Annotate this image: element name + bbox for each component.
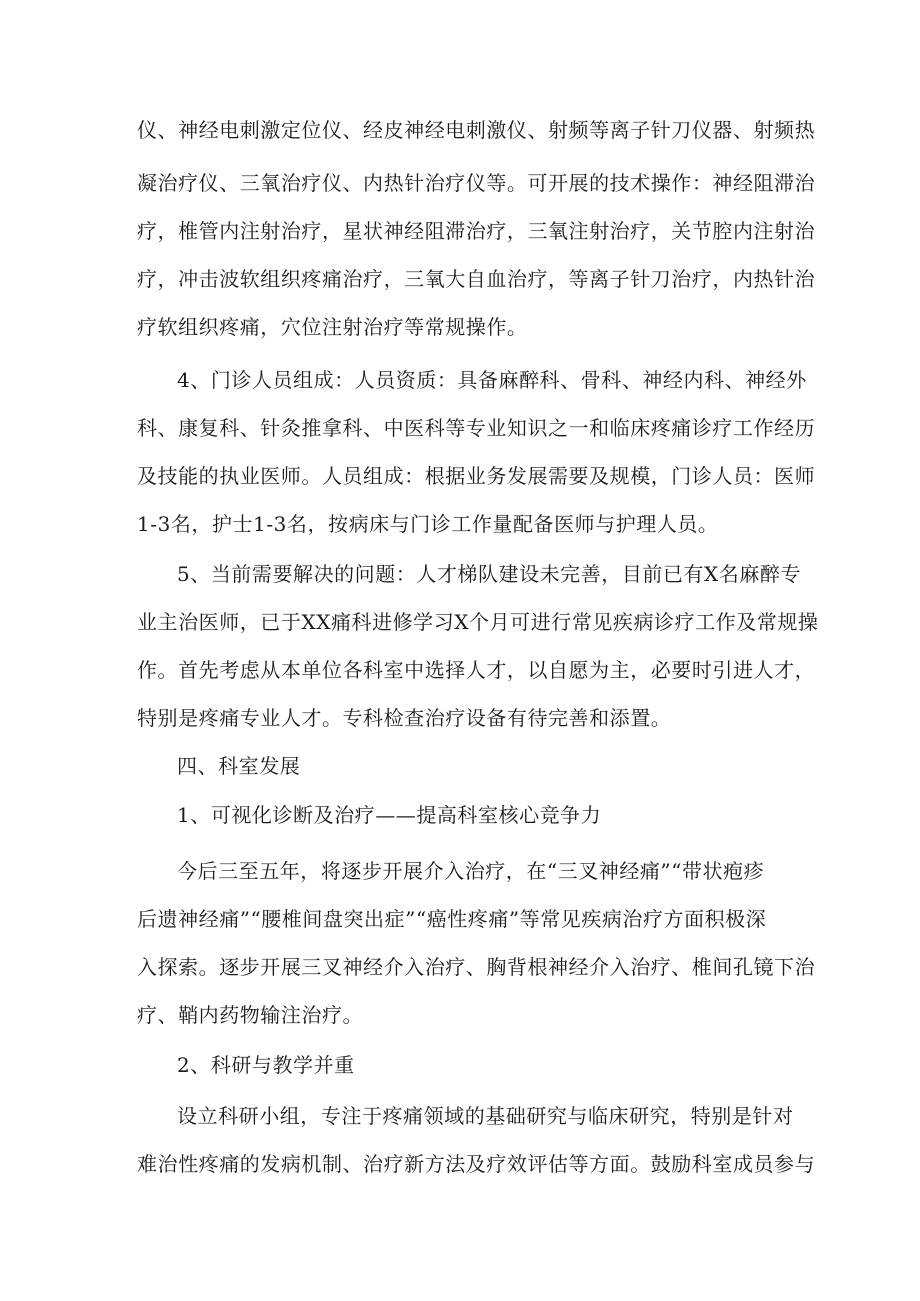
equipment-line-3: 疗，椎管内注射治疗，星状神经阻滞治疗，三氧注射治疗，关节腔内注射治 [137, 219, 816, 243]
intervention-line-4: 疗、鞘内药物输注治疗。 [137, 1003, 364, 1027]
research-line-2: 难治性疼痛的发病机制、治疗新方法及疗效评估等方面。鼓励科室成员参与 [137, 1152, 816, 1176]
subheading-research-teaching: 2、科研与教学并重 [177, 1053, 355, 1077]
section-heading: 四、科室发展 [177, 754, 301, 778]
equipment-line-1: 仪、神经电刺激定位仪、经皮神经电刺激仪、射频等离子针刀仪器、射频热 [137, 118, 816, 142]
equipment-line-4: 疗，冲击波软组织疼痛治疗，三氧大自血治疗，等离子针刀治疗，内热针治 [137, 267, 816, 291]
staffing-line-4: 1-3名，护士1-3名，按病床与门诊工作量配备医师与护理人员。 [137, 512, 719, 536]
staffing-line-2: 科、康复科、针灸推拿科、中医科等专业知识之一和临床疼痛诊疗工作经历 [137, 416, 816, 440]
staffing-line-3: 及技能的执业医师。人员组成：根据业务发展需要及规模，门诊人员：医师 [137, 464, 816, 488]
subheading-visual-diagnosis: 1、可视化诊断及治疗——提高科室核心竞争力 [177, 803, 602, 827]
research-line-1: 设立科研小组，专注于疼痛领域的基础研究与临床研究，特别是针对 [177, 1104, 794, 1128]
equipment-line-5: 疗软组织疼痛，穴位注射治疗等常规操作。 [137, 315, 528, 339]
issues-line-4: 特别是疼痛专业人才。专科检查治疗设备有待完善和添置。 [137, 706, 672, 730]
equipment-line-2: 凝治疗仪、三氧治疗仪、内热针治疗仪等。可开展的技术操作：神经阻滞治 [137, 171, 816, 195]
issues-line-1: 5、当前需要解决的问题：人才梯队建设未完善，目前已有X名麻醉专 [177, 562, 802, 586]
intervention-line-2: 后遗神经痛”“腰椎间盘突出症”“癌性疼痛”等常见疾病治疗方面积极深 [137, 907, 767, 931]
issues-line-2: 业主治医师，已于XX痛科进修学习X个月可进行常见疾病诊疗工作及常规操 [137, 610, 819, 634]
intervention-line-3: 入探索。逐步开展三叉神经介入治疗、胸背根神经介入治疗、椎间孔镜下治 [137, 955, 816, 979]
intervention-line-1: 今后三至五年，将逐步开展介入治疗，在“三叉神经痛”“带状疱疹 [177, 859, 765, 883]
issues-line-3: 作。首先考虑从本单位各科室中选择人才，以自愿为主，必要时引进人才， [137, 658, 816, 682]
staffing-line-1: 4、门诊人员组成：人员资质：具备麻醉科、骨科、神经内科、神经外 [177, 368, 807, 392]
